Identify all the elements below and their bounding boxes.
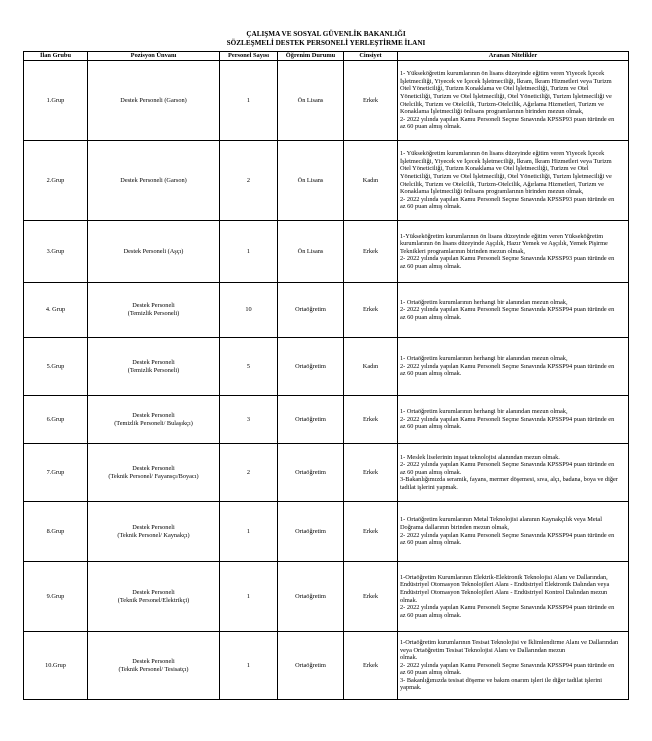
cell-group: 10.Grup [24,632,88,700]
position-line: (Teknik Personel/ Fayansçı/Boyacı) [108,472,199,480]
cell-qualifications [398,502,629,562]
document-subtitle: SÖZLEŞMELİ DESTEK PERSONELİ YERLEŞTİRME İLANI [226,39,426,47]
qualification-line: Konaklama İşletmeciliği önlisans programlarının birinden mezun olmak, [400,108,584,116]
position-line: Destek Personeli [132,657,175,665]
cell-gender: Erkek [344,396,398,444]
qualification-line: 2- 2022 yılında yapılan Kamu Personeli Seçme Sınavında KPSSP94 puan türünde en [400,661,615,669]
cell-position [88,632,220,700]
qualification-line: az 60 puan almış olmak. [400,669,462,677]
table-row [24,396,629,444]
qualification-line: 1- Yükseköğretim kurumlarının ön lisans düzeyinde eğitim veren Yiyecek İçecek [400,150,605,158]
column-header-education: Öğrenim Durumu [278,52,344,61]
qualification-line: Konaklama İşletmeciliği önlisans programlarının birinden mezun olmak, [400,188,584,196]
qualification-line: az 60 puan almış olmak. [400,539,462,547]
qualification-line: 1- Meslek liselerinin inşaat teknolojisi alanından mezun olmak. [400,453,560,461]
table-row [24,141,629,221]
cell-position [88,396,220,444]
column-header-group: İlan Grubu [24,52,88,61]
cell-group: 5.Grup [24,338,88,396]
cell-count: 2 [220,444,278,502]
cell-position [88,562,220,632]
cell-group: 6.Grup [24,396,88,444]
cell-position [88,444,220,502]
qualification-line: 1- Ortaöğretim kurumlarının herhangi bir alanından mezun olmak, [400,298,568,306]
position-line: Destek Personeli [132,464,175,472]
cell-qualifications [398,283,629,338]
qualification-line: 2- 2022 yılında yapılan Kamu Personeli Seçme Sınavında KPSSP93 puan türünde en [400,195,615,203]
qualification-line: Otel Yöneticiliği, Turizm Konaklama ve Otel İşletmeciliği, Turizm ve Otel [400,85,589,93]
column-header-qualifications: Aranan Nitelikler [398,52,629,61]
cell-qualifications [398,396,629,444]
qualification-line: 3- Bakanlığımızda tesisat döşeme ve bakım onarım işleri ile diğer tadilat işlerini [400,676,602,684]
cell-group: 9.Grup [24,562,88,632]
cell-position [88,61,220,141]
table-header-row [24,52,629,61]
cell-gender: Erkek [344,632,398,700]
cell-group: 8.Grup [24,502,88,562]
cell-education: Ortaöğretim [278,396,344,444]
qualification-line: 2- 2022 yılında yapılan Kamu Personeli Seçme Sınavında KPSSP94 puan türünde en [400,461,615,469]
cell-education: Ön Lisans [278,61,344,141]
cell-count: 5 [220,338,278,396]
cell-education: Ön Lisans [278,141,344,221]
qualification-line: 2- 2022 yılında yapılan Kamu Personeli Seçme Sınavında KPSSP94 puan türünde en [400,604,615,612]
cell-education: Ortaöğretim [278,338,344,396]
qualification-line: olmak. [400,596,418,604]
table-row [24,283,629,338]
position-line: Destek Personeli [132,411,175,419]
table-row [24,221,629,283]
qualification-line: 2- 2022 yılında yapılan Kamu Personeli Seçme Sınavında KPSSP94 puan türünde en [400,415,615,423]
qualification-line: veya Ortaöğretim Tesisat Teknolojisi Alanı ve Dallarından mezun [400,646,566,654]
cell-education: Ön Lisans [278,221,344,283]
position-line: Destek Personeli (Aşçı) [123,247,184,255]
table-row [24,61,629,141]
qualification-line: Otelcilik, Turizm ve Otelcilik, Turizm-Otelcilik, Ağırlama Hizmetleri, Turizm ve [400,100,604,108]
cell-qualifications [398,141,629,221]
cell-count: 1 [220,221,278,283]
qualification-line: az 60 puan almış olmak. [400,262,462,270]
qualification-line: 1-Yükseköğretim kurumlarının ön lisans düzeyinde eğitim veren Yükseköğretim [400,232,604,240]
position-line: (Teknik Personel/ Kaynakçı) [117,531,190,539]
cell-education: Ortaöğretim [278,632,344,700]
table-row [24,632,629,700]
cell-qualifications [398,444,629,502]
cell-education: Ortaöğretim [278,562,344,632]
position-line: (Teknik Personel/Elektrikçi) [117,596,190,604]
table-row [24,562,629,632]
cell-gender: Erkek [344,221,398,283]
table-row [24,502,629,562]
cell-position [88,338,220,396]
position-line: (Teknik Personel/ Tesisatçı) [118,665,189,673]
qualification-line: İşletmeciliği, Yiyecek ve İçecek İşletmeciliği, İkram, İkram Hizmetleri veya Turizm [400,157,612,165]
table-row [24,444,629,502]
qualification-line: Endüstriyel Otomasyon Teknolojileri Alanı - Endüstriyel Kontrol Dalından mezun [400,588,608,596]
cell-gender: Erkek [344,444,398,502]
cell-group: 7.Grup [24,444,88,502]
qualification-line: 1- Yükseköğretim kurumlarının ön lisans düzeyinde eğitim veren Yiyecek İçecek [400,70,605,78]
qualification-line: az 60 puan almış olmak. [400,611,462,619]
cell-count: 1 [220,502,278,562]
qualification-line: az 60 puan almış olmak. [400,423,462,431]
cell-position [88,283,220,338]
cell-count: 1 [220,632,278,700]
qualification-line: az 60 puan almış olmak. [400,203,462,211]
qualification-line: Yöneticiliği, Turizm ve Otel İşletmeciliği, Otel Yöneticiliği, Turizm İşletmeciliği ve [400,172,612,180]
cell-count: 2 [220,141,278,221]
position-line: Destek Personeli (Garson) [120,176,187,184]
cell-gender: Erkek [344,562,398,632]
qualification-line: kurumlarının ön lisans düzeyinde Aşçılık, Hazır Yemek ve Aşçılık, Yemek Pişirme [400,240,608,248]
qualification-line: Otelcilik, Turizm ve Otelcilik, Turizm-Otelcilik, Ağırlama Hizmetleri, Turizm ve [400,180,604,188]
position-line: (Temizlik Personeli/ Bulaşıkçı) [114,419,193,427]
cell-qualifications [398,562,629,632]
recruitment-table [23,51,629,700]
cell-gender: Kadın [344,141,398,221]
cell-qualifications [398,221,629,283]
cell-count: 1 [220,61,278,141]
cell-gender: Erkek [344,283,398,338]
qualification-line: 2- 2022 yılında yapılan Kamu Personeli Seçme Sınavında KPSSP94 puan türünde en [400,531,615,539]
cell-qualifications [398,632,629,700]
cell-qualifications [398,338,629,396]
qualification-line: yapmak. [400,684,422,692]
cell-gender: Erkek [344,502,398,562]
cell-education: Ortaöğretim [278,283,344,338]
qualification-line: Teknikleri programlarının birinden mezun olmak, [400,247,525,255]
position-line: (Temizlik Personeli) [127,310,180,317]
qualification-line: Yöneticiliği, Turizm ve Otel İşletmeciliği, Otel Yöneticiliği, Turizm İşletmeciliği ve [400,92,612,100]
cell-count: 10 [220,283,278,338]
qualification-line: İşletmeciliği, Yiyecek ve İçecek İşletmeciliği, İkram, İkram Hizmetleri veya Turizm [400,77,612,85]
qualification-line: Otel Yöneticiliği, Turizm Konaklama ve Otel İşletmeciliği, Turizm ve Otel [400,165,589,173]
cell-qualifications [398,61,629,141]
qualification-line: az 60 puan almış olmak. [400,313,462,321]
position-line: Destek Personeli [132,588,175,596]
qualification-line: 2- 2022 yılında yapılan Kamu Personeli Seçme Sınavında KPSSP94 puan türünde en [400,306,615,314]
cell-education: Ortaöğretim [278,502,344,562]
cell-group: 2.Grup [24,141,88,221]
qualification-line: 1-Ortaöğretim kurumlarının Tesisat Teknolojisi ve İklimlendirme Alanı ve Dallarından [400,638,619,646]
document-title: ÇALIŞMA VE SOSYAL GÜVENLİK BAKANLIĞI [246,30,406,38]
column-header-count: Personel Sayısı [220,52,278,61]
qualification-line: 1- Ortaöğretim kurumlarının Metal Teknolojisi alanının Kaynakçılık veya Metal [400,516,602,524]
position-line: Destek Personeli [132,302,175,310]
position-line: Destek Personeli [132,523,175,531]
position-line: Destek Personeli (Garson) [120,96,187,104]
qualification-line: az 60 puan almış olmak. [400,123,462,131]
qualification-line: 2- 2022 yılında yapılan Kamu Personeli Seçme Sınavında KPSSP93 puan türünde en [400,115,615,123]
cell-education: Ortaöğretim [278,444,344,502]
position-line: Destek Personeli [132,358,175,366]
qualification-line: 3-Bakanlığımızda seramik, fayans, mermer döşemesi, sıva, alçı, badana, boya ve diğer [400,476,618,484]
qualification-line: olmak. [400,654,418,662]
qualification-line: 2- 2022 yılında yapılan Kamu Personeli Seçme Sınavında KPSSP93 puan türünde en [400,255,615,263]
cell-position [88,141,220,221]
qualification-line: az 60 puan almış olmak. [400,468,462,476]
qualification-line: Doğrama dallarının birinden mezun olmak, [400,523,509,531]
cell-position [88,221,220,283]
cell-count: 3 [220,396,278,444]
cell-group: 4. Grup [24,283,88,338]
cell-group: 1.Grup [24,61,88,141]
column-header-position: Pozisyon Ünvanı [88,52,220,61]
table-body [24,61,629,700]
cell-gender: Erkek [344,61,398,141]
cell-gender: Kadın [344,338,398,396]
cell-group: 3.Grup [24,221,88,283]
qualification-line: Endüstriyel Otomasyon Teknolojileri Alanı - Endüstriyel Elektronik Dalından veya [400,581,610,589]
qualification-line: 2- 2022 yılında yapılan Kamu Personeli Seçme Sınavında KPSSP94 puan türünde en [400,362,615,370]
column-header-gender: Cinsiyet [344,52,398,61]
qualification-line: tadilat işlerini yapmak. [400,483,458,491]
qualification-line: az 60 puan almış olmak. [400,370,462,378]
qualification-line: 1-Ortaöğretim Kurumlarının Elektrik-Elektronik Teknolojisi Alanı ve Dallarından, [400,573,608,581]
table-row [24,338,629,396]
position-line: (Temizlik Personeli) [127,366,180,374]
qualification-line: 1- Ortaöğretim kurumlarının herhangi bir alanından mezun olmak, [400,355,568,363]
qualification-line: 1- Ortaöğretim kurumlarının herhangi bir alanından mezun olmak, [400,408,568,416]
cell-position [88,502,220,562]
cell-count: 1 [220,562,278,632]
